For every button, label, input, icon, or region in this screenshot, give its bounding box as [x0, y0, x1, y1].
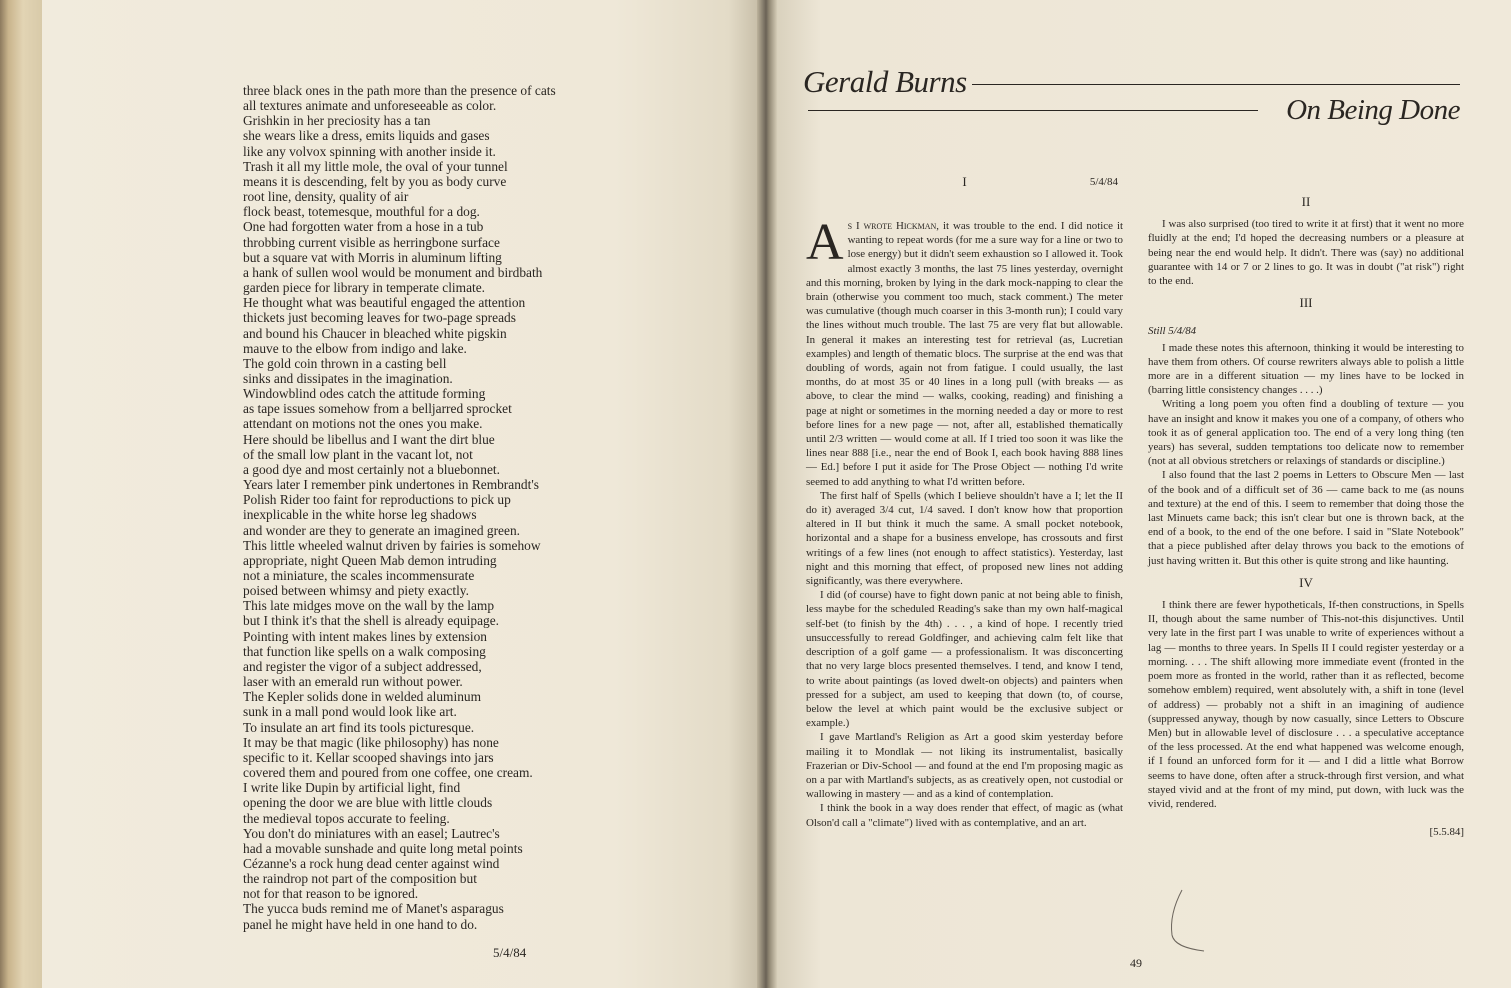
poem-line: inexplicable in the white horse leg shadows	[243, 507, 477, 523]
section-1-heading	[806, 174, 1123, 219]
section-1-paragraph-4: I gave Martland's Religion as Art a good skim yesterday before mailing it to Mondlak — not liking its instrumentalist, basically Frazerian or Div-School — and found at the end I'm proposing magic as on a par with Martland's subjects, as as creatively open, not custodial or wallowing in mastery — and as a kind of contemplation.	[806, 731, 1123, 801]
poem-line: Grishkin in her preciosity has a tan	[243, 113, 431, 129]
poem-line: Pointing with intent makes lines by extension	[243, 628, 487, 644]
poem-line: Here should be libellus and I want the dirt blue	[243, 431, 495, 447]
section-4-paragraph-1: I think there are fewer hypotheticals, If-then constructions, in Spells II, though about the same number of This-not-this disjunctives. Until very late in the first part I was unable to write of experiences without a lag — months to three years. In Spells II I could register yesterday or a morning. . . . The shift allowing more immediate event (fronted in the poem more as fronted in the world, rather than it as reflected, become somehow emblem) required, went absolutely with, a shift in tone (level of address) — probably not a shift in an imagining of audience (suppressed anyway, though by now casually, since Letters to Obscure Men) but in allowable level of disclosure . . . a speculative acceptance of the less processed. At the end what happened was welcome enough, if I found an unforced form for it — and I did a little what Borrow seems to have done, often after a struck-through first version, and what stayed vivid and at the front of my mind, put down, with luck was the vivid, rendered.	[1148, 599, 1464, 810]
poem-line: You don't do miniatures with an easel; Lautrec's	[243, 825, 500, 841]
poem-line: the medieval topos accurate to feeling.	[243, 810, 450, 826]
poem-line: and bound his Chaucer in bleached white pigskin	[243, 325, 507, 341]
title-rule	[808, 110, 1258, 111]
poem-line: The Kepler solids done in welded aluminum	[243, 689, 482, 705]
poem-line: mauve to the elbow from indigo and lake.	[243, 340, 467, 356]
paragraph-text: it was trouble to the end. I did notice it wanting to repeat words (for me a sure way for a line or two to lose energy) but it didn't seem exhaustion so I allowed it. Took almost exactly 3 months, the last 75 lines yesterday, overnight and this morning, broken by lying in the dark mock-napping to clear the brain (otherwise you comment too much, stack comment.) The meter was cumulative (though much coarser in this 3-month run); I could vary the lines without much trouble. The last 75 are very flat but allowable. In general it makes an interesting test for retrieval (as, Lucretian examples) and length of thematic blocs. The surprise at the end was that doubling of words, again not from fatigue. I could usually, the last months, do at most 35 or 40 lines in a long pull (with breaks — as above, to clear the mind — walks, cooking, reading) and finishing a page at night or sometimes in the morning needed a day or more to rest before lines for a new page — not, after all, established thematically until 2/3 written — would come at all. If I tried too soon it was like the lines near 888 [i.e., near the end of Book I, each book having 888 lines — Ed.] before I put it aside for The Prose Object — nothing I'd write seemed to add anything to what I'd written before.	[806, 220, 1123, 488]
poem-line: poised between whimsy and piety exactly.	[243, 583, 469, 599]
author-name: Gerald Burns	[803, 64, 967, 99]
poem-line: specific to it. Kellar scooped shavings into jars	[243, 749, 494, 765]
poem-line: she wears like a dress, emits liquids and gases	[243, 128, 490, 144]
poem-line: Cézanne's a rock hung dead center against wind	[243, 855, 500, 871]
page-edge-stack	[0, 0, 42, 988]
poem-line: The gold coin thrown in a casting bell	[243, 355, 447, 371]
section-3-dateline: Still 5/4/84	[1148, 325, 1197, 338]
poem-line: that function like spells on a walk composing	[243, 643, 486, 659]
poem-line: He thought what was beautiful engaged the attention	[243, 295, 526, 311]
poem-line: sunk in a mall pond would look like art.	[243, 704, 457, 720]
poem-line: had a movable sunshade and quite long metal points	[243, 840, 523, 856]
pencil-mark	[1160, 885, 1220, 955]
poem-line: panel he might have held in one hand to do.	[243, 916, 478, 932]
page-number: 49	[1130, 956, 1142, 970]
poem-line: as tape issues somehow from a belljarred sprocket	[243, 401, 512, 417]
section-1-paragraph-5: I think the book in a way does render that effect, of magic as (what Olson'd call a "climate") lived with as contemplative, and an art.	[806, 802, 1123, 829]
section-1-numeral: I	[962, 174, 967, 189]
poem-line: a good dye and most certainly not a bluebonnet.	[243, 461, 500, 477]
poem-date: 5/4/84	[493, 945, 527, 960]
poem-line: and wonder are they to generate an imagined green.	[243, 522, 520, 538]
poem-line: Polish Rider too faint for reproductions to pick up	[243, 492, 511, 508]
section-3-paragraph-2: Writing a long poem you often find a doubling of texture — you have an insight and know it makes you one of a company, of others who took it as of general application too. The end of a very long thing (ten years) has several, sudden temptations too delicate now to remember (not at all obvious stretchers or relaxings of standards or discipline.)	[1148, 398, 1464, 468]
poem-line: Years later I remember pink undertones in Rembrandt's	[243, 477, 539, 493]
section-3-paragraph-1: I made these notes this afternoon, thinking it would be interesting to have them from others. Of course rewriters always able to polish a little more are in a different situation — my lines have to be locked in (barring little consistency changes . . . .)	[1148, 341, 1464, 397]
section-2-numeral: II	[1301, 194, 1311, 209]
poem-line: means it is descending, felt by you as body curve	[243, 173, 507, 189]
poem-line: Trash it all my little mole, the oval of your tunnel	[243, 158, 508, 174]
section-1-date: 5/4/84	[1089, 176, 1118, 188]
poem-line: attendant on motions not the ones you make.	[243, 416, 483, 432]
poem-line: of the small low plant in the vacant lot, not	[243, 446, 473, 462]
section-1-paragraph-3: I did (of course) have to fight down panic at not being able to finish, less maybe for the scheduled Reading's sake than my own half-magical self-bet (to finish by the 4th) . . . , a kind of hope. I recently tried unsuccessfully to reread Goldfinger, and achieving calm felt like that description of a golf game — a professionalism. It was disconcerting that no very large blocs presented themselves. I tend, and know I tend, to write about paintings (as loved dwelt-on objects) and painters when pressed for a subject, am used to keeping that down (to, of course, below the level at which paint would be the exclusive subject or example.)	[806, 589, 1123, 730]
poem-line: and register the vigor of a subject addressed,	[243, 658, 482, 674]
poem-line: garden piece for library in temperate climate.	[243, 280, 486, 296]
poem-line: laser with an emerald run without power.	[243, 674, 463, 690]
poem-line: The yucca buds remind me of Manet's asparagus	[243, 901, 504, 917]
small-caps-opening: s I wrote Hickman,	[847, 220, 940, 232]
poem-line: This late midges move on the wall by the lamp	[243, 598, 495, 614]
poem-line: three black ones in the path more than the presence of cats	[243, 83, 556, 98]
poem-line: Windowblind odes catch the attitude forming	[243, 386, 486, 402]
section-1-paragraph-1	[806, 214, 1123, 489]
poem-line: all textures animate and unforeseeable as color.	[243, 98, 497, 114]
section-3-numeral: III	[1299, 295, 1313, 311]
section-3-paragraph-3: I also found that the last 2 poems in Letters to Obscure Men — last of the book and of a difficult set of 36 — came back to me (as nouns and texture) at the end of this. I seem to remember that doing those the last Minuets came back; this isn't clear but one is thrown back, at the end of a book, to the end of the one before. I said in "Slate Notebook" that a piece published after delay throws you back to the emotions of just having written it. But this other is quite strong and like haunting.	[1148, 469, 1464, 567]
section-2-paragraph-1: I was also surprised (too tired to write it at first) that it went no more fluidly at the end; I'd hoped the decreasing numbers or a pleasure at being near the end would help. It didn't. There was (say) no additional guarantee with 14 or 7 or 2 lines to go. It was in doubt ("at risk") right to the end.	[1148, 218, 1464, 288]
essay-title: On Being Done	[1286, 94, 1460, 126]
poem-text	[243, 83, 583, 932]
poem-line: the raindrop not part of the composition but	[243, 871, 477, 887]
end-date: [5.5.84]	[1429, 826, 1464, 839]
poem-line: but a square vat with Morris in aluminum lifting	[243, 249, 502, 265]
column-left	[806, 174, 1123, 830]
column-right	[1148, 195, 1464, 839]
section-1-paragraph-2: The first half of Spells (which I believe shouldn't have a I; let the II do it) averaged 3/4 cut, 1/4 saved. I don't know how that proportion altered in II but think it much the same. A small pocket notebook, horizontal and a shape for a business envelope, has crossouts and first writings of a few lines (not enough to affect statistics). Yesterday, last night and this morning that effect, of proposed new lines not adding significantly, was there everywhere.	[806, 489, 1123, 588]
poem-line: a hank of sullen wool would be monument and birdbath	[243, 264, 543, 280]
poem-line: not a miniature, the scales incommensurate	[243, 568, 475, 583]
poem-line: It may be that magic (like philosophy) has none	[243, 734, 499, 750]
poem-line: covered them and poured from one coffee, one cream.	[243, 765, 533, 781]
poem-line: appropriate, night Queen Mab demon intruding	[243, 552, 497, 568]
poem-line: This little wheeled walnut driven by fairies is somehow	[243, 537, 541, 553]
poem-line: root line, density, quality of air	[243, 189, 409, 205]
section-4-numeral: IV	[1299, 574, 1313, 590]
poem-line: sinks and dissipates in the imagination.	[243, 370, 453, 386]
poem-line: not for that reason to be ignored.	[243, 886, 419, 902]
poem-line: To insulate an art find its tools picturesque.	[243, 719, 475, 735]
poem-line: One had forgotten water from a hose in a tub	[243, 219, 484, 235]
poem-line: throbbing current visible as herringbone surface	[243, 234, 500, 250]
poem-line: flock beast, totemesque, mouthful for a dog.	[243, 204, 480, 220]
poem-line: but I think it's that the shell is already equipage.	[243, 613, 500, 629]
drop-cap: A	[806, 214, 844, 271]
author-rule	[972, 84, 1460, 85]
book-gutter	[757, 0, 777, 988]
poem-line: like any volvox spinning with another inside it.	[243, 143, 496, 159]
poem-line: I write like Dupin by artificial light, find	[243, 780, 461, 796]
poem-line: thickets just becoming leaves for two-page spreads	[243, 310, 516, 326]
poem-line: opening the door we are blue with little clouds	[243, 795, 493, 811]
